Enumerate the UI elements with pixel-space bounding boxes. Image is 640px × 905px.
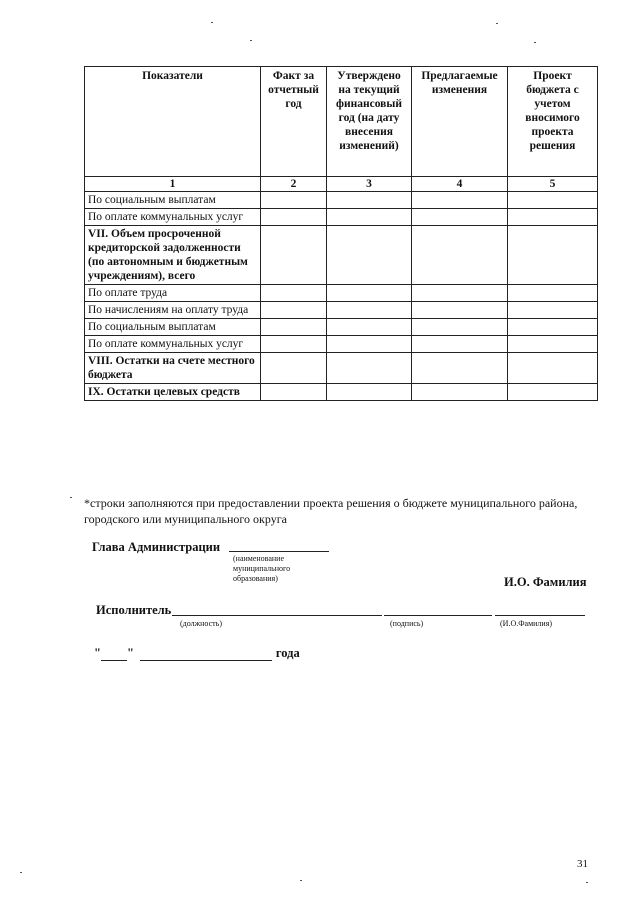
date-day-blank: [101, 649, 127, 661]
org-caption-line: (наименование: [233, 554, 285, 563]
table-cell: [261, 226, 327, 285]
table-cell: [412, 302, 508, 319]
table-cell: [261, 302, 327, 319]
row-label: По оплате коммунальных услуг: [85, 336, 261, 353]
table-cell: [261, 192, 327, 209]
row-label-section: VII. Объем просроченной кредиторской задолженности (по автономным и бюджетным учреждениям), всего: [85, 226, 261, 285]
table-cell: [508, 353, 598, 384]
table-header-row: [85, 67, 598, 177]
column-number-row: [85, 177, 598, 192]
budget-table: [84, 66, 598, 401]
name-caption: (И.О.Фамилия): [500, 619, 553, 628]
scan-speck: [211, 22, 213, 23]
signature-caption: (подпись): [390, 619, 424, 628]
date-line: [94, 646, 300, 661]
table-cell: [412, 209, 508, 226]
date-suffix: года: [275, 646, 300, 660]
table-cell: [412, 336, 508, 353]
table-row: [85, 353, 598, 384]
header-fact: Факт за отчетный год: [261, 67, 327, 177]
position-line: [172, 615, 382, 616]
header-draft-budget: Проект бюджета с учетом вносимого проекта решения: [508, 67, 598, 177]
table-cell: [261, 353, 327, 384]
column-number: 4: [412, 177, 508, 192]
row-label: По социальным выплатам: [85, 319, 261, 336]
table-cell: [412, 384, 508, 401]
date-close-quote: ": [126, 646, 134, 660]
position-caption: (должность): [180, 619, 222, 628]
table-cell: [327, 209, 412, 226]
column-number: 5: [508, 177, 598, 192]
table-cell: [327, 319, 412, 336]
header-indicators: Показатели: [85, 67, 261, 177]
table-cell: [412, 192, 508, 209]
org-caption: [233, 554, 290, 584]
footnote: *строки заполняются при предоставлении проекта решения о бюджете муниципального района, городского или муниципального округа: [84, 496, 578, 526]
head-of-administration-label: Глава Администрации: [92, 540, 221, 554]
row-label: По оплате труда: [85, 285, 261, 302]
scan-speck: [250, 40, 252, 41]
org-caption-line: муниципального: [233, 564, 291, 573]
table-cell: [261, 336, 327, 353]
executor-label: Исполнитель: [96, 603, 172, 617]
scan-speck: [300, 880, 302, 881]
table-cell: [327, 192, 412, 209]
table-row: [85, 319, 598, 336]
table-cell: [327, 353, 412, 384]
org-caption-line: образования): [233, 574, 278, 583]
header-approved: Утверждено на текущий финансовый год (на дату внесения изменений): [327, 67, 412, 177]
table-cell: [412, 319, 508, 336]
table-cell: [261, 209, 327, 226]
table-row: [85, 209, 598, 226]
executor-name-line: [495, 615, 585, 616]
table-row: [85, 336, 598, 353]
table-row: [85, 285, 598, 302]
row-label-section: IX. Остатки целевых средств: [85, 384, 261, 401]
table-cell: [412, 353, 508, 384]
table-cell: [261, 285, 327, 302]
head-name: И.О. Фамилия: [504, 575, 587, 589]
signature-line: [384, 615, 492, 616]
row-label: По начислениям на оплату труда: [85, 302, 261, 319]
row-label-section: VIII. Остатки на счете местного бюджета: [85, 353, 261, 384]
row-label: По оплате коммунальных услуг: [85, 209, 261, 226]
table-cell: [508, 285, 598, 302]
table-row: [85, 226, 598, 285]
page-number: 31: [577, 858, 588, 870]
scan-speck: [496, 23, 498, 24]
table-cell: [327, 302, 412, 319]
table-cell: [508, 226, 598, 285]
table-cell: [508, 319, 598, 336]
column-number: 1: [85, 177, 261, 192]
scan-speck: [20, 872, 22, 873]
column-number: 3: [327, 177, 412, 192]
header-proposed-changes: Предлагаемые изменения: [412, 67, 508, 177]
table-cell: [261, 319, 327, 336]
table-cell: [327, 285, 412, 302]
scan-speck: [534, 42, 536, 43]
org-name-line: [229, 551, 329, 552]
table-cell: [327, 384, 412, 401]
table-row: [85, 192, 598, 209]
table-cell: [508, 209, 598, 226]
table-cell: [327, 226, 412, 285]
column-number: 2: [261, 177, 327, 192]
table-cell: [508, 384, 598, 401]
table-cell: [508, 336, 598, 353]
table-row: [85, 302, 598, 319]
table-cell: [412, 285, 508, 302]
table-cell: [412, 226, 508, 285]
table-cell: [261, 384, 327, 401]
date-month-blank: [140, 649, 272, 661]
table-cell: [327, 336, 412, 353]
date-open-quote: ": [94, 646, 101, 660]
table-cell: [508, 302, 598, 319]
scan-speck: [70, 497, 72, 498]
row-label: По социальным выплатам: [85, 192, 261, 209]
scan-speck: [586, 882, 588, 883]
table-cell: [508, 192, 598, 209]
table-row: [85, 384, 598, 401]
